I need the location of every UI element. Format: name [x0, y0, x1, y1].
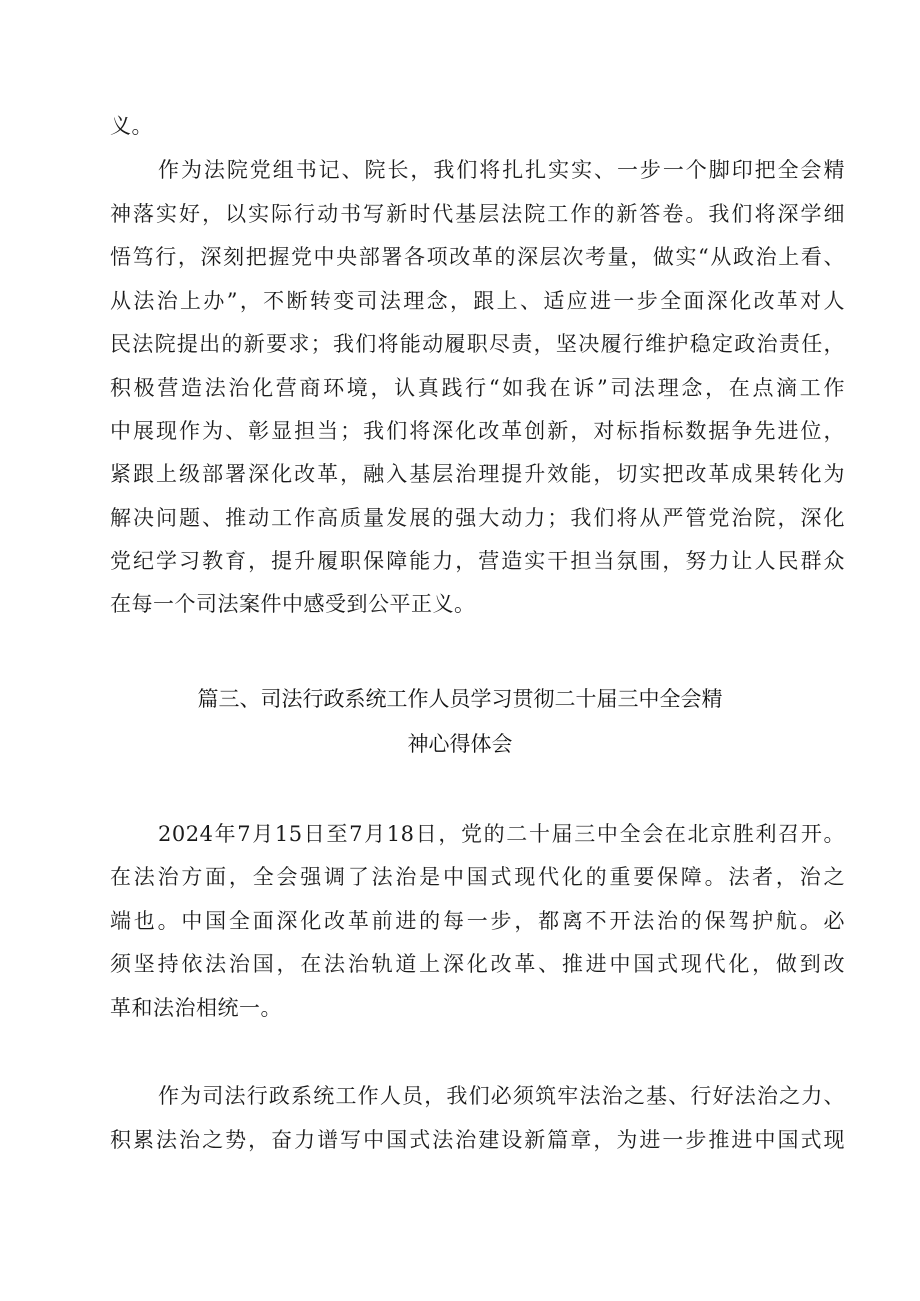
paragraph-line: 中展现作为、彰显担当；我们将深化改革创新，对标指标数据争先进位， — [110, 419, 845, 443]
paragraph-line: 作为司法行政系统工作人员，我们必须筑牢法治之基、行好法治之力、 — [158, 1084, 845, 1108]
paragraph-line: 作为法院党组书记、院长，我们将扎扎实实、一步一个脚印把全会精 — [158, 158, 845, 182]
paragraph-line: 民法院提出的新要求；我们将能动履职尽责，坚决履行维护稳定政治责任， — [110, 332, 845, 356]
paragraph-line: 积极营造法治化营商环境，认真践行“如我在诉”司法理念，在点滴工作 — [110, 376, 845, 400]
paragraph-line: 端也。中国全面深化改革前进的每一步，都离不开法治的保驾护航。必 — [110, 909, 845, 933]
paragraph-line: 解决问题、推动工作高质量发展的强大动力；我们将从严管党治院，深化 — [110, 506, 845, 530]
paragraph-line: 革和法治相统一。 — [110, 996, 282, 1020]
paragraph-line: 党纪学习教育，提升履职保障能力，营造实干担当氛围，努力让人民群众 — [110, 549, 845, 573]
continuation-text: 义。 — [110, 114, 153, 138]
paragraph-line: 神落实好，以实际行动书写新时代基层法院工作的新答卷。我们将深学细 — [110, 202, 845, 226]
paragraph-line: 积累法治之势，奋力谱写中国式法治建设新篇章，为进一步推进中国式现 — [110, 1128, 845, 1152]
section-heading-line-2: 神心得体会 — [407, 732, 513, 756]
section-heading-line-1: 篇三、司法行政系统工作人员学习贯彻二十届三中全会精 — [197, 687, 723, 711]
paragraph-line: 在每一个司法案件中感受到公平正义。 — [110, 592, 476, 616]
paragraph-line: 从法治上办”，不断转变司法理念，跟上、适应进一步全面深化改革对人 — [110, 289, 845, 313]
paragraph-line: 悟笃行，深刻把握党中央部署各项改革的深层次考量，做实“从政治上看、 — [110, 245, 845, 269]
paragraph-line: 在法治方面，全会强调了法治是中国式现代化的重要保障。法者，治之 — [110, 865, 845, 889]
paragraph-line: 2024年7月15日至7月18日，党的二十届三中全会在北京胜利召开。 — [158, 822, 845, 846]
paragraph-line: 紧跟上级部署深化改革，融入基层治理提升效能，切实把改革成果转化为 — [110, 462, 845, 486]
paragraph-line: 须坚持依法治国，在法治轨道上深化改革、推进中国式现代化，做到改 — [110, 952, 845, 976]
